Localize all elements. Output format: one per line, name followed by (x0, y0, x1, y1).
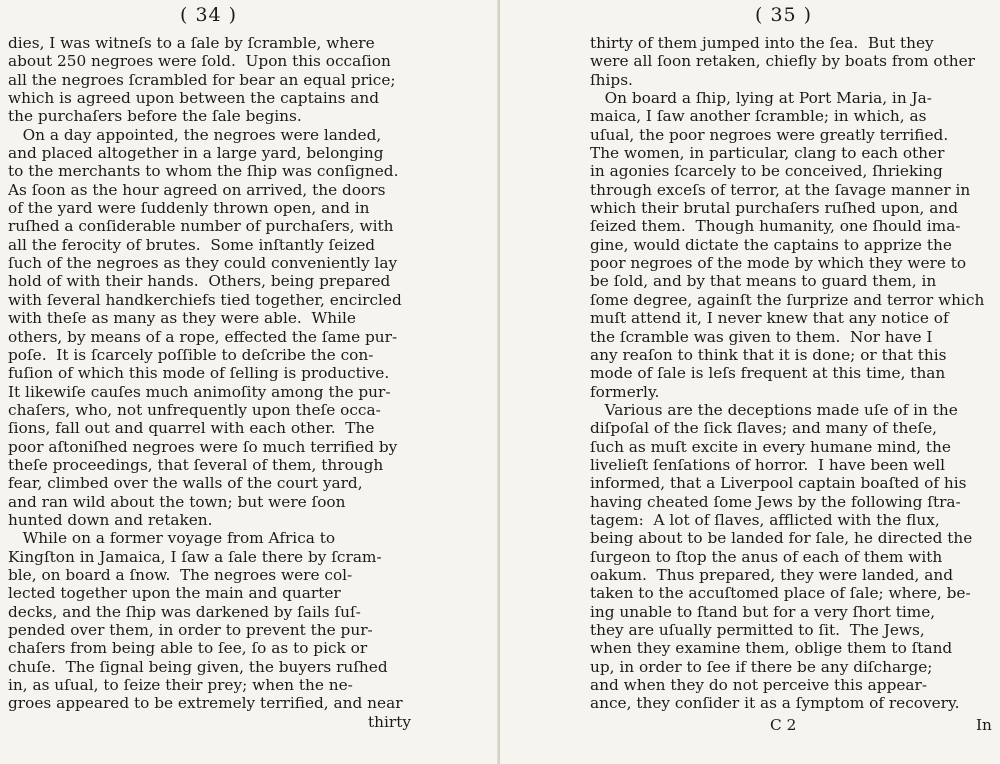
catchword-left: thirty (368, 713, 411, 731)
text-line: and placed altogether in a large yard, belonging (8, 144, 384, 163)
text-line: ance, they conſider it as a ſymptom of recovery. (590, 694, 960, 713)
text-line: chaſers, who, not unfrequently upon theſe occa- (8, 400, 381, 419)
text-line: in, as uſual, to ſeize their prey; when the ne- (8, 676, 353, 695)
text-line: fuſion of which this mode of ſelling is productive. (8, 364, 390, 383)
text-line: ſuch as muſt excite in every humane mind, the (590, 437, 951, 456)
text-line: formerly. (590, 382, 660, 401)
text-line: taken to the accuſtomed place of ſale; where, be- (590, 584, 971, 603)
text-line: groes appeared to be extremely terrified, and near (8, 694, 403, 713)
text-line: The women, in particular, clang to each other (590, 144, 945, 163)
text-line: others, by means of a rope, effected the ſame pur- (8, 327, 398, 346)
text-line: informed, that a Liverpool captain boaſted of his (590, 474, 967, 493)
text-line: the purchaſers before the ſale begins. (8, 107, 302, 126)
text-line: ſeized them. Though humanity, one ſhould ima- (590, 217, 961, 236)
text-line: having cheated ſome Jews by the following ſtra- (590, 492, 961, 511)
right-page (500, 0, 1000, 764)
text-line: which their brutal purchaſers ruſhed upon, and (590, 199, 959, 218)
text-line: hold of with their hands. Others, being prepared (8, 272, 391, 291)
text-line: to the merchants to whom the ſhip was conſigned. (8, 162, 399, 181)
text-line: ble, on board a ſnow. The negroes were col- (8, 565, 353, 584)
text-line: any reaſon to think that it is done; or that this (590, 345, 947, 364)
text-line: chaſers from being able to ſee, ſo as to pick or (8, 639, 368, 658)
text-line: dies, I was witneſs to a ſale by ſcramble, where (8, 34, 375, 52)
text-line: ſome degree, againſt the ſurprize and terror which (590, 290, 985, 309)
text-line: gine, would dictate the captains to apprize the (590, 235, 952, 254)
text-line: and ran wild about the town; but were ſoon (8, 492, 346, 511)
text-line: ruſhed a conſiderable number of purchaſers, with (8, 217, 394, 236)
text-line: being about to be landed for ſale, he directed the (590, 529, 973, 548)
text-line: fear, climbed over the walls of the court yard, (8, 474, 363, 493)
text-line: with ſeveral handkerchiefs tied together, encircled (8, 290, 402, 309)
text-line: uſual, the poor negroes were greatly terrified. (590, 125, 949, 144)
text-line: mode of ſale is leſs frequent at this time, than (590, 364, 946, 383)
catchword-right: In (976, 716, 992, 734)
page-number-right: ( 35 ) (755, 4, 813, 26)
text-line: ſuch of the negroes as they could conveniently lay (8, 254, 398, 273)
right-page-text (590, 34, 1000, 713)
left-page-text (8, 34, 420, 713)
signature-mark: C 2 (770, 716, 797, 734)
text-line: ing unable to ſtand but for a very ſhort time, (590, 602, 936, 621)
text-line: As ſoon as the hour agreed on arrived, the doors (8, 180, 386, 199)
text-line: poor negroes of the mode by which they were to (590, 254, 967, 273)
text-line: which is agreed upon between the captains and (8, 89, 380, 108)
text-line: the ſcramble was given to them. Nor have I (590, 327, 933, 346)
text-line: oakum. Thus prepared, they were landed, and (590, 565, 954, 584)
text-line: Kingſton in Jamaica, I ſaw a ſale there by ſcram- (8, 547, 382, 566)
text-line: tagem: A lot of ſlaves, afflicted with the flux, (590, 510, 940, 529)
text-line: While on a former voyage from Africa to (8, 529, 336, 548)
text-line: in agonies ſcarcely to be conceived, ſhrieking (590, 162, 943, 181)
text-line: muſt attend it, I never knew that any notice of (590, 309, 949, 328)
text-line: Various are the deceptions made uſe of in the (590, 400, 958, 419)
text-line: ſhips. (590, 70, 633, 89)
text-line: thirty of them jumped into the ſea. But they (590, 34, 934, 52)
text-line: pended over them, in order to prevent the pur- (8, 621, 373, 639)
text-line: ſions, fall out and quarrel with each other. The (8, 419, 375, 438)
text-line: It likewiſe cauſes much animoſity among the pur- (8, 382, 391, 401)
text-line: ſurgeon to ſtop the anus of each of them with (590, 547, 943, 566)
text-line: they are uſually permitted to ſit. The Jews, (590, 621, 925, 639)
text-line: through exceſs of terror, at the ſavage manner in (590, 180, 971, 199)
page-number-left: ( 34 ) (180, 4, 238, 26)
text-line: chuſe. The ſignal being given, the buyers ruſhed (8, 657, 388, 676)
text-line: diſpoſal of the ſick ſlaves; and many of theſe, (590, 419, 937, 438)
text-line: all the ferocity of brutes. Some inſtantly ſeized (8, 235, 376, 254)
text-line: up, in order to ſee if there be any diſcharge; (590, 657, 933, 676)
text-line: theſe proceedings, that ſeveral of them, through (8, 455, 384, 474)
text-line: hunted down and retaken. (8, 510, 213, 529)
text-line: with theſe as many as they were able. While (8, 309, 356, 328)
text-line: lected together upon the main and quarter (8, 584, 341, 603)
text-line: On board a ſhip, lying at Port Maria, in Ja- (590, 89, 932, 108)
text-line: decks, and the ſhip was darkened by ſails ſuſ- (8, 602, 361, 621)
text-line: On a day appointed, the negroes were landed, (8, 125, 382, 144)
text-line: when they examine them, oblige them to ſtand (590, 639, 953, 658)
text-line: about 250 negroes were ſold. Upon this occaſion (8, 52, 391, 71)
text-line: be ſold, and by that means to guard them, in (590, 272, 937, 291)
text-line: poſe. It is ſcarcely poſſible to deſcribe the con- (8, 345, 374, 364)
text-line: of the yard were ſuddenly thrown open, and in (8, 199, 370, 218)
text-line: and when they do not perceive this appear- (590, 676, 928, 695)
text-line: maica, I ſaw another ſcramble; in which, as (590, 107, 927, 126)
text-line: were all ſoon retaken, chiefly by boats from other (590, 52, 975, 71)
text-line: poor aſtoniſhed negroes were ſo much terrified by (8, 437, 398, 456)
text-line: livelieſt ſenſations of horror. I have been well (590, 455, 945, 474)
text-line: all the negroes ſcrambled for bear an equal price; (8, 70, 396, 89)
